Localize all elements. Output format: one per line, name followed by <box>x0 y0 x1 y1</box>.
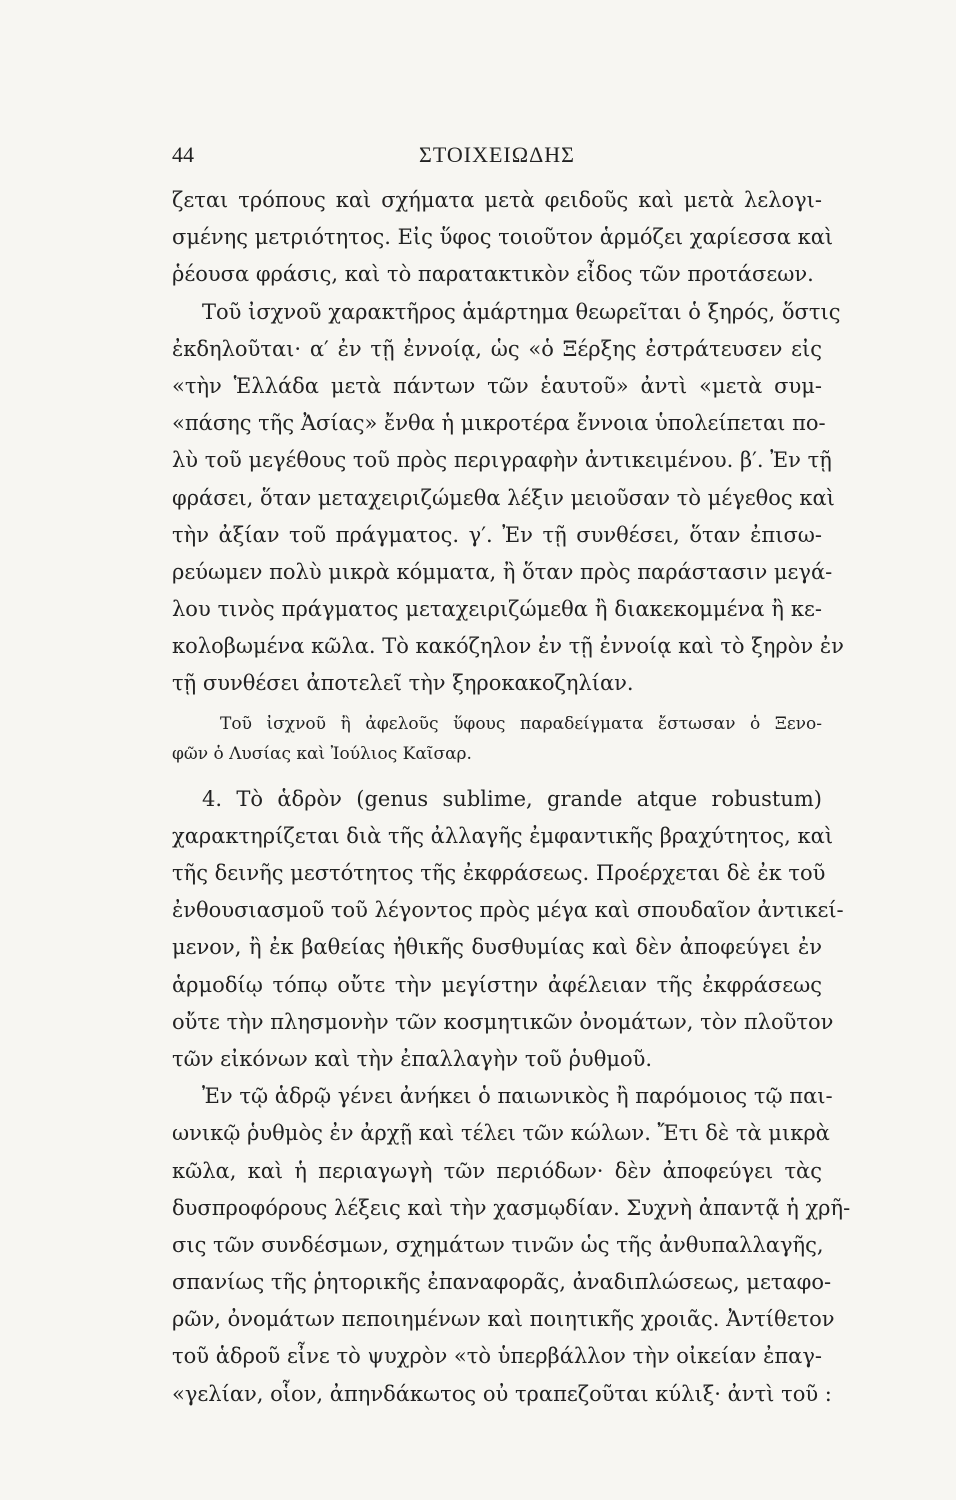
running-head: ΣΤΟΙΧΕΙΩΔΗΣ <box>419 142 575 167</box>
text-line: ἁρμοδίῳ τόπῳ οὔτε τὴν μεγίστην ἀφέλειαν τῆς ἐκφράσεως <box>172 972 822 997</box>
text-line: «τὴν Ἑλλάδα μετὰ πάντων τῶν ἑαυτοῦ» ἀντὶ «μετὰ συμ- <box>172 373 822 398</box>
text-line: 4. Τὸ ἁδρὸν (genus sublime, grande atque robustum) <box>202 786 822 811</box>
text-line: ρῶν, ὀνομάτων πεποιημένων καὶ ποιητικῆς χροιᾶς. Ἀντίθετον <box>172 1307 835 1332</box>
text-line: τῇ συνθέσει ἀποτελεῖ τὴν ξηροκακοζηλίαν. <box>172 671 634 696</box>
text-line: χαρακτηρίζεται διὰ τῆς ἀλλαγῆς ἐμφαντικῆς βραχύτητος, καὶ <box>172 823 834 848</box>
text-line: ῥέουσα φράσις, καὶ τὸ παρατακτικὸν εἶδος τῶν προτάσεων. <box>172 262 814 287</box>
text-line: ζεται τρόπους καὶ σχήματα μετὰ φειδοῦς καὶ μετὰ λελογι- <box>172 188 822 212</box>
note-line: Τοῦ ἰσχνοῦ ἢ ἀφελοῦς ὕφους παραδείγματα ἔστωσαν ὁ Ξενο- <box>220 713 822 734</box>
text-line: ρεύωμεν πολὺ μικρὰ κόμματα, ἢ ὅταν πρὸς παράστασιν μεγά- <box>172 559 833 584</box>
text-line: Ἐν τῷ ἁδρῷ γένει ἀνήκει ὁ παιωνικὸς ἢ παρόμοιος τῷ παι- <box>202 1084 833 1109</box>
text-line: ἐκδηλοῦται· α′ ἐν τῇ ἐννοίᾳ, ὡς «ὁ Ξέρξης ἐστράτευσεν εἰς <box>172 336 822 361</box>
text-line: μενον, ἢ ἐκ βαθείας ἠθικῆς δυσθυμίας καὶ δὲν ἀποφεύγει ἐν <box>172 935 822 960</box>
text-line: σις τῶν συνδέσμων, σχημάτων τινῶν ὡς τῆς ἀνθυπαλλαγῆς, <box>172 1232 824 1257</box>
text-line: ἐνθουσιασμοῦ τοῦ λέγοντος πρὸς μέγα καὶ σπουδαῖον ἀντικεί- <box>172 898 844 923</box>
note-line: φῶν ὁ Λυσίας καὶ Ἰούλιος Καῖσαρ. <box>172 743 472 764</box>
page-number: 44 <box>172 142 194 167</box>
note-paragraph <box>172 709 822 769</box>
text-line: «γελίαν, οἷον, ἀπηνδάκωτος οὐ τραπεζοῦται κύλιξ· ἀντὶ τοῦ : <box>172 1381 832 1406</box>
body-text-bottom <box>172 781 851 1413</box>
book-page <box>172 142 851 1413</box>
text-line: κολοβωμένα κῶλα. Τὸ κακόζηλον ἐν τῇ ἐννοίᾳ καὶ τὸ ξηρὸν ἐν <box>172 634 844 659</box>
page-header <box>172 142 822 178</box>
text-line: τὴν ἀξίαν τοῦ πράγματος. γ′. Ἐν τῇ συνθέσει, ὅταν ἐπισω- <box>172 522 822 547</box>
text-line: σμένης μετριότητος. Εἰς ὕφος τοιοῦτον ἁρμόζει χαρίεσσα καὶ <box>172 225 834 250</box>
body-text-top <box>172 182 844 703</box>
text-line: λου τινὸς πράγματος μεταχειριζώμεθα ἢ διακεκομμένα ἢ κε- <box>172 597 822 622</box>
text-line: φράσει, ὅταν μεταχειριζώμεθα λέξιν μειοῦσαν τὸ μέγεθος καὶ <box>172 485 835 510</box>
text-line: ωνικῷ ῥυθμὸς ἐν ἀρχῇ καὶ τέλει τῶν κώλων. Ἔτι δὲ τὰ μικρὰ <box>172 1121 830 1146</box>
text-line: κῶλα, καὶ ἡ περιαγωγὴ τῶν περιόδων· δὲν ἀποφεύγει τὰς <box>172 1158 822 1183</box>
text-line: τοῦ ἁδροῦ εἶνε τὸ ψυχρὸν «τὸ ὑπερβάλλον τὴν οἰκείαν ἐπαγ- <box>172 1344 822 1369</box>
text-line: δυσπροφόρους λέξεις καὶ τὴν χασμῳδίαν. Συχνὴ ἀπαντᾷ ἡ χρῆ- <box>172 1195 851 1220</box>
text-line: λὺ τοῦ μεγέθους τοῦ πρὸς περιγραφὴν ἀντικειμένου. β′. Ἐν τῇ <box>172 448 832 473</box>
text-line: τῶν εἰκόνων καὶ τὴν ἐπαλλαγὴν τοῦ ῥυθμοῦ. <box>172 1046 653 1071</box>
text-line: Τοῦ ἰσχνοῦ χαρακτῆρος ἁμάρτημα θεωρεῖται ὁ ξηρός, ὅστις <box>202 299 841 324</box>
text-line: οὔτε τὴν πλησμονὴν τῶν κοσμητικῶν ὀνομάτων, τὸν πλοῦτον <box>172 1009 834 1034</box>
text-line: σπανίως τῆς ῥητορικῆς ἐπαναφορᾶς, ἀναδιπλώσεως, μεταφο- <box>172 1270 832 1295</box>
text-line: τῆς δεινῆς μεστότητος τῆς ἐκφράσεως. Προέρχεται δὲ ἐκ τοῦ <box>172 861 826 885</box>
text-line: «πάσης τῆς Ἀσίας» ἔνθα ἡ μικροτέρα ἔννοια ὑπολείπεται πο- <box>172 411 826 436</box>
